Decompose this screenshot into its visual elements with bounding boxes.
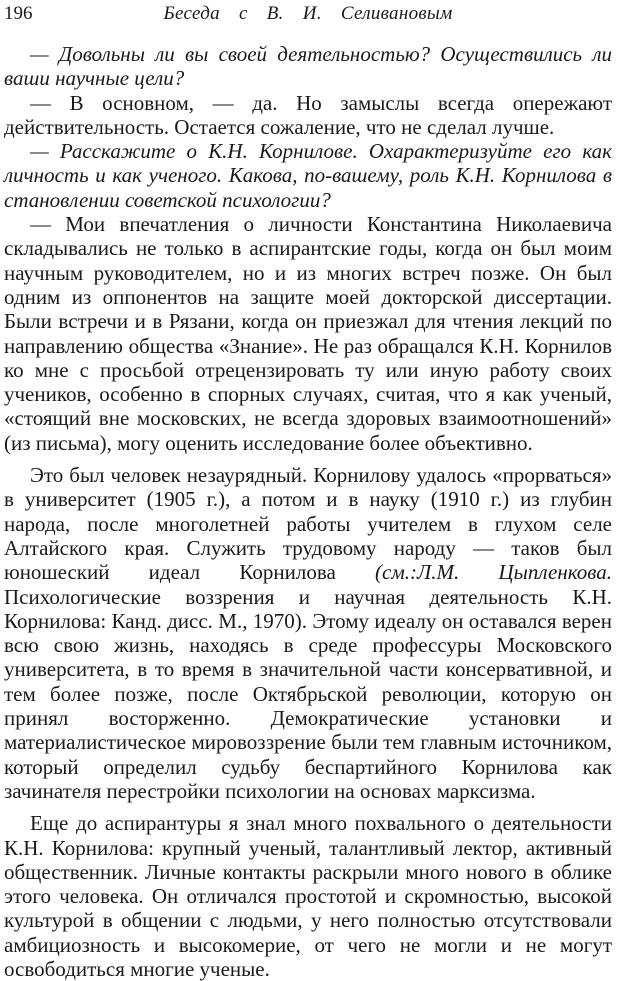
body-paragraph: Еще до аспирантуры я знал много похвального о деятельности К.Н. Корнилова: крупный ученый, талантливый лектор, активный общественник. Личные контакты раскрыли много нового в облике этого человека. Он отличался простотой и скромностью, высокой культурой в общении с людьми, у него полностью отсутствовали амбициозность и высокомерие, от чего не могли и не могут освободиться многие ученые.: [4, 811, 612, 981]
paragraph-text: Это был человек незаурядный. Корнилову удалось «прорваться» в университет (1905 г.), а потом и в науку (1910 г.) из глубин народа, после многолетней работы учителем в глухом селе Алтайского края. Служить трудовому народу — таков был юношеский идеал Корнилова: [4, 463, 612, 585]
page-body: [4, 42, 612, 981]
paragraph-text: Психологические воззрения и научная деятельность К.Н. Корнилова: Канд. дисс. М., 1970). Этому идеалу он оставался верен всю свою жизнь, находясь в среде профессуры Московского университета, в то время в значительной части консервативной, и тем более позже, после Октябрьской революции, которую он принял восторженно. Демократические установки и материалистическое мировоззрение были тем главным источником, который определил судьбу беспартийного Корнилова как зачинателя перестройки психологии на основах марксизма.: [4, 584, 612, 803]
running-title: Беседа с В. И. Селивановым: [163, 3, 453, 24]
interview-answer-paragraph: — В основном, — да. Но замыслы всегда опережают действительность. Остается сожаление, что не сделал лучше.: [4, 90, 612, 139]
interview-answer-paragraph: — Мои впечатления о личности Константина Николаевича складывались не только в аспирантские годы, когда он был моим научным руководителем, но и из многих встреч позже. Он был одним из оппонентов на защите моей докторской диссертации. Были встречи и в Рязани, когда он приезжал для чтения лекций по направлению общества «Знание». Не раз обращался К.Н. Корнилов ко мне с просьбой отрецензировать ту или иную работу своих учеников, особенно в спорных случаях, считая, что я как ученый, «стоящий вне московских, не всегда здоровых взаимоотношений» (из письма), могу оценить исследование более объективно.: [4, 212, 612, 455]
page-number: 196: [4, 3, 33, 24]
body-paragraph: [4, 463, 612, 803]
page-header: [4, 2, 612, 32]
interview-question-paragraph: — Расскажите о К.Н. Корнилове. Охарактеризуйте его как личность и как ученого. Какова, по-вашему, роль К.Н. Корнилова в становлении советской психологии?: [4, 139, 612, 212]
interview-question-paragraph: — Довольны ли вы своей деятельностью? Осуществились ли ваши научные цели?: [4, 42, 612, 91]
citation-text: (см.:Л.М. Цыпленкова.: [375, 560, 612, 585]
